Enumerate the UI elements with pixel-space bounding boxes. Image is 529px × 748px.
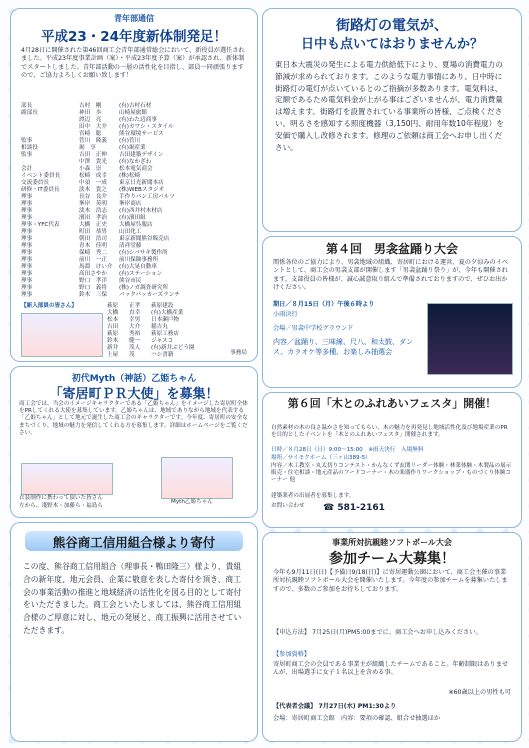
roster-name: 青木 佳明 [79,243,107,249]
roster-company: (有)シバサキ製作所 [119,250,168,256]
bon-dance-date: 期日／８月15日（月）午後６時より [273,301,375,308]
roster-name: 堀 享 [79,145,96,151]
roster-row [21,180,249,187]
wood-festa-recruit: 建築業者の出展者を募集します。 [271,493,355,499]
roster-company: 山田化工 [119,229,142,235]
roster-name: 鈴木 三保 [79,292,107,298]
roster-company: 前川保険事務所 [119,257,159,263]
softball-qual-label: 【参加資格】 [273,651,311,658]
newcomer-company: 萩原工務店 [151,331,179,337]
roster-company: 東京新聞熊谷販売店 [119,236,170,242]
roster-row [21,166,249,173]
newcomer-company: 稲吉丸 [151,324,168,330]
roster-company: (株)松崎 [119,173,141,179]
roster-name: 馬淵 けい介 [79,264,113,270]
roster-role: 理事 [21,208,33,214]
roster-role: 交流委員長 [21,180,49,186]
roster-row [21,138,249,145]
roster-name: 田中 大介 [79,124,107,130]
youth-title: 平成23・24年度新体制発足！ [40,29,228,45]
roster-row [21,222,249,229]
roster-role: 理事 [21,264,33,270]
newcomer-row [107,303,249,310]
roster-name: 宮崎 聡 [79,131,102,137]
roster-company: (有)濱田組 [119,215,146,221]
newcomer-surname: 鈴木 [107,338,119,344]
roster-row [21,264,249,271]
roster-row [21,187,249,194]
roster-name: 吉田 正伸 [79,152,107,158]
newcomer-row [107,324,249,331]
roster-role [21,131,75,138]
roster-name: 中須 一成 [79,180,107,186]
bon-dance-title: 第４回 男衾盆踊り大会 [325,242,458,256]
roster-company: (有)吉村石材 [119,103,152,109]
roster-role [21,124,75,131]
roster-role: 会計 [21,166,33,172]
roster-company: 熊谷市民 [119,278,142,284]
roster-company: 手作りパン工房パルツ [119,194,175,200]
roster-row [21,145,249,152]
roster-name: 峯岸 英明 [79,201,107,207]
roster-role: 理事 [21,194,33,200]
pr-ambassador-section [10,366,258,518]
roster-company: 大橋屋呉服店 [119,222,153,228]
roster-name: 渡辺 亮 [79,117,102,123]
roster-role: イベント委員長 [21,173,61,179]
roster-company: (有)なかざわ [119,159,152,165]
officer-roster [21,103,249,299]
newcomer-row [107,317,249,324]
roster-row [21,257,249,264]
newcomer-surname: 土屋 [107,352,119,358]
wood-festa-date: 日時／８月28日（日）9:00〜15:00 ※雨天決行 入場無料 [271,447,424,453]
roster-role: 理事 [21,257,33,263]
roster-name: 大橋 正史 [79,222,107,228]
roster-row [21,152,249,159]
roster-row [21,103,249,110]
pr-caption-1: 衣装制作に携わって頂いた皆さん [19,495,103,501]
pr-caption-3: 左から、淺野木・加藤ら・福島ら [19,503,103,509]
roster-company: (有)菅川 [119,138,141,144]
roster-role: 理事 [21,292,33,298]
softball-body: 今年も9月11日(日)【予備日9/18(日)】に寄居運動公園において、商工会主催の事業所対抗親睦ソフトボール大会を開催いたします。今年度の参加チームを募集いたしますので、多数のご参加をお待ちしております。 [273,569,508,593]
roster-row [21,124,249,131]
newcomer-given: 健一 [129,338,141,344]
streetlight-title-1: 街路灯の電気が、 [336,18,448,34]
roster-role: 理事 [21,236,33,242]
roster-role: 理事 [21,278,33,284]
roster-name: 濱田 孝治 [79,215,107,221]
roster-name: 野口 義将 [79,285,107,291]
donation-body: この度、熊谷商工信用組合（理事長・鴨田隆三）様より、貴組合の新年度、地元会員、企業に敬意を表した寄付を頂き、商工会の事業活動の推進と地域経済の活性化を図る目的として寄付をいただきました。商工会といたしましては、熊谷商工信用組合様のご厚意に対し、地元の発展と、商工振興に活用させていただきます。 [23,562,242,635]
newcomer-given: 茂 [129,352,135,358]
roster-company: 山崎屋旅館 [119,110,147,116]
roster-row [21,215,249,222]
newcomer-surname: 萩原 [107,331,119,337]
bon-dance-body: 関係各位のご協力により、男衾地域の組織、寄居町における運営、夏の夕涼みのイベントとして、商工会の男衾支部が開催します「男衾盆踊り祭り」が、今年も開催されます。支部役員の皆様が、誠心誠意取り組んで準備されておりますので、ぜひお出かけください。 [273,259,509,292]
youth-signoff: 事務局 [230,349,247,356]
roster-role: 理事・YFC代表 [21,222,60,228]
wood-festa-section [262,392,522,528]
wood-festa-place: 場所／サイモクホーム（三ヶ山389-5） [271,455,371,461]
softball-kicker: 事業所対抗親睦ソフトボール大会 [332,538,452,547]
roster-row [21,271,249,278]
roster-row [21,131,249,138]
streetlight-section [262,8,522,232]
roster-name: 吉村 剛 [79,103,102,109]
newcomer-row [107,345,249,352]
roster-row [21,243,249,250]
softball-meeting: 【代表者会議】 7月27日(水) PM1:30より [273,703,397,710]
newcomer-row [107,338,249,345]
softball-section [262,532,522,742]
newcomer-given: 直幸 [129,310,141,316]
roster-name: 淡木 貴之 [79,187,107,193]
roster-row [21,278,249,285]
bon-dance-section [262,236,522,388]
roster-name: 町田 恭男 [79,229,107,235]
newcomer-given: 秀裕 [129,331,141,337]
newcomer-given: 大介 [129,324,141,330]
wood-festa-title: 第６回「木とのふれあいフェスタ」開催！ [287,397,497,410]
pr-caption-2: Myth乙姫ちゃん [171,499,213,505]
roster-company: (有)わた辺商事 [119,117,157,123]
roster-company: 峯岸商店 [119,201,142,207]
roster-role: 理事 [21,271,33,277]
youth-section [10,8,258,362]
pr-body: 商工会では、当会のイメージキャラクターである「乙姫ちゃん」をイメージした寄居町全体をPRしてくれる大使を募集しています。乙姫ちゃんは、地域でありながら地域を代表する「乙姫ちゃん」として地元で誕生した商工会のキャラクターです。今年度、寄居町の安全なまちづくり、地域の魅力を発信してくれる方を募集します。詳細はホームページをご覧ください。 [19,401,248,436]
newcomer-surname: 松本 [107,317,119,323]
roster-role: 理事 [21,243,33,249]
roster-role [21,117,75,124]
roster-role: 監事 [21,152,33,158]
roster-row [21,208,249,215]
newcomer-row [107,331,249,338]
newcomer-row [107,349,249,359]
donation-section [10,522,258,742]
pr-kicker: 初代Myth（神話）乙姫ちゃん [71,374,197,384]
roster-role: 理事 [21,229,33,235]
newcomer-surname: 吉田 [107,324,119,330]
roster-row [21,110,249,117]
streetlight-title-2: 日中も点いてはおりませんか？ [300,37,483,52]
roster-company: 松本電気商会 [119,166,153,172]
roster-company: (有)カワシ・スタイル [119,124,174,130]
roster-role [21,159,75,166]
roster-role: 監事 [21,138,33,144]
newcomer-company: (有)新井ぶどう園 [151,345,195,351]
donation-title: 熊谷商工信用組合様より寄付 [52,535,216,550]
roster-company: 清祥堂藤 [119,243,142,249]
roster-role: 理事 [21,285,33,291]
newcomer-surname: 大橋 [107,310,119,316]
roster-company: (有)西井村木材店 [119,208,163,214]
roster-row [21,285,249,292]
roster-row [21,236,249,243]
roster-role: 理事 [21,250,33,256]
bon-dance-venue: 会場／男衾中学校グラウンド [273,325,354,332]
roster-company: 熊谷環境サービス [119,131,164,137]
youth-group-photo [21,313,103,357]
roster-name: 高田さやか [79,271,107,277]
roster-row [21,159,249,166]
softball-deadline: 【申込方法】 7月25日(月)PM5:00までに、商工会へお申し込みください。 [273,629,482,636]
newcomer-list [107,303,249,359]
roster-role: 部長 [21,103,33,109]
newcomer-given: 幸男 [129,317,141,323]
roster-row [21,201,249,208]
wood-festa-contact-label: お問い合わせ [271,503,305,509]
roster-name: 保崎 秀二 [79,250,107,256]
newcomer-row [107,310,249,317]
newcomer-company: ジャスコ [151,338,174,344]
roster-company: (株)WEBスタジオ [119,187,165,193]
roster-role: 理事 [21,201,33,207]
roster-row [21,173,249,180]
youth-body: 4月28日に開催された第46回商工会青年部通常総会において、新役員が選任されました。平成23年度事業計画（案）・平成23年度予算（案）が承認され、新体制でスタートしました。青年部活動の一層の活性化を目指し、部員一同頑張りますので、ご協力よろしくお願い致します！ [21,47,245,80]
pr-title: 「寄居町ＰＲ大使」を募集！ [49,387,219,402]
bon-dance-rain: 小雨決行 [273,311,298,318]
roster-role: 理事 [21,215,33,221]
roster-name: 神田 歩 [79,110,102,116]
softball-title: 参加チーム大募集！ [329,551,455,567]
roster-company: バックパッカーズランチ [119,292,180,298]
roster-name: 松崎 成幸 [79,173,107,179]
roster-company: (有)大晃自動車 [119,264,157,270]
roster-name: 野口 孝洋 [79,278,107,284]
streetlight-body: 東日本大震災の発生による電力供給低下により、夏場の消費電力の節減が求められております。このような電力事情にあり、日中時に街路灯の電灯が点いているとのご指摘が多数あります。電気料は、定額であるため電気料金が上がる事はございませんが、電力消費量は増えます。街路灯を設置されている事業所の皆様、ご点検ください。明るさを感知する照度機器（3,150円、耐用年数10年程度）を安価で購入し改修されます。修理のご依頼は商工会へお申し出ください。 [275,60,504,152]
wood-festa-phone: ☎ 581-2161 [323,503,385,513]
wood-festa-body: 自然素材の木の良さ温かさを知ってもらい、木の魅力を再発見し地域活性化及び地場産業のPRを目的としたイベントを「木とのふれあいフェスタ」開催されます。 [271,425,508,439]
newcomer-company: 萩原建設 [151,303,174,309]
newcomer-label: 【新入部員の皆さん】 [21,303,77,309]
roster-name: 淡木 浩志 [79,208,107,214]
roster-row [21,229,249,236]
bon-dance-content: 内容／盆踊り、三味線、尺八、和太鼓、ダンス、カラオケ等多種、お楽しみ抽選会 [273,338,414,356]
roster-name: 菅川 隆義 [79,138,107,144]
newcomer-given: 正孝 [129,303,141,309]
roster-role: 研修・IT委員長 [21,187,60,193]
bon-dance-photo [427,303,513,375]
roster-role: 副部長 [21,110,38,116]
roster-name: 長谷 良介 [79,194,107,200]
wood-festa-content: 内容／木工教室・丸太切りコンテスト・かんなくず玄関リーダー体験・林業体験・木製品の展示販売・住宅相談・地元産品のフードコーナー・木の楽器作りワークショップ・ものづくり体験コーナー 他 [271,463,512,484]
softball-qual: 寄居町商工会の会員である事業主が組織したチームであること。年齢制限はありませんが、出場選手に女子１名以上を含める事。 [273,661,509,677]
softball-venue: 会場：寄居町商工会館 内容：要項の確認、組合せ抽選ほか [273,715,441,722]
newcomer-company: (有)大橋産業 [151,310,184,316]
newcomer-company: 日本瀬戸物 [151,317,179,323]
roster-row [21,117,249,124]
newcomer-surname: 新井 [107,345,119,351]
youth-kicker: 青年部通信 [114,14,154,23]
newcomer-surname: 萩原 [107,303,119,309]
roster-row [21,292,249,299]
roster-company: 吉田建築デザイン [119,152,164,158]
newcomer-company: ハシ書籍 [151,352,174,358]
roster-name: 中澤 貴光 [79,159,107,165]
softball-note: ※60歳以上の男性も可 [448,689,511,696]
roster-row [21,194,249,201]
roster-row [21,250,249,257]
roster-name: 前川 一正 [79,257,107,263]
newcomer-given: 茂人 [129,345,141,351]
roster-role: 相談役 [21,145,38,151]
costume-makers-photo [21,463,113,495]
otohime-photo [161,457,233,499]
roster-name: 朝田 浩司 [79,236,107,242]
roster-company: (有)ステーション [119,271,163,277]
roster-name: 小森 崇 [79,166,102,172]
roster-company: (有)堀産業 [119,145,146,151]
roster-company: (株)ノガ調査研究所 [119,285,169,291]
roster-company: 東京日光新聞本店 [119,180,164,186]
